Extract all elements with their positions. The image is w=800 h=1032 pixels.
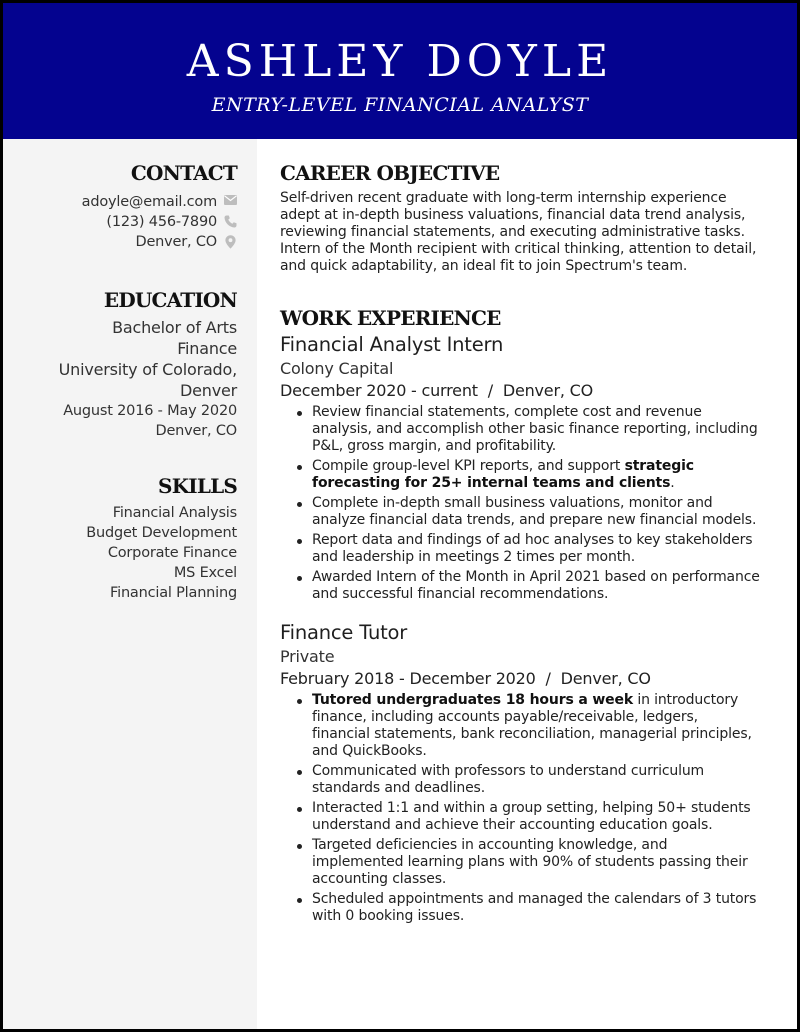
phone-icon (223, 215, 237, 229)
bullet-item: Targeted deficiencies in accounting knowledge, and implemented learning plans with 90% of students passing their accounting classes. (280, 837, 760, 888)
job-title: Finance Tutor (280, 621, 408, 644)
bullet-item: Interacted 1:1 and within a group setting, helping 50+ students understand and achieve their accounting education goals. (280, 800, 760, 834)
bullet-item: Compile group-level KPI reports, and support strategic forecasting for 25+ internal teams and clients. (280, 458, 760, 492)
bullet-item: Tutored undergraduates 18 hours a week in introductory finance, including accounts payable/receivable, ledgers, financial statements, bank reconciliation, managerial principles, and QuickBooks. (280, 692, 760, 760)
education-dates: August 2016 - May 2020 (63, 403, 237, 419)
job-dates: December 2020 - current (280, 381, 478, 400)
bullet-item: Complete in-depth small business valuations, monitor and analyze financial data trends, and prepare new financial models. (280, 495, 760, 529)
job-bullets (280, 692, 760, 925)
education-location: Denver, CO (155, 423, 237, 439)
skill-item: Financial Planning (110, 585, 237, 601)
contact-heading: CONTACT (130, 161, 237, 185)
contact-email[interactable]: adoyle@email.com (81, 194, 217, 210)
contact-phone: (123) 456-7890 (106, 214, 217, 230)
bullet-item: Awarded Intern of the Month in April 2021 based on performance and successful financial recommendations. (280, 569, 760, 603)
job-dates: February 2018 - December 2020 (280, 669, 536, 688)
job-bullets (280, 404, 760, 603)
candidate-name: ASHLEY DOYLE (186, 36, 614, 87)
objective-heading: CAREER OBJECTIVE (280, 161, 500, 185)
skill-item: Budget Development (86, 525, 237, 541)
resume-header (3, 3, 797, 139)
job-location: Denver, CO (502, 381, 593, 400)
bullet-item: Scheduled appointments and managed the calendars of 3 tutors with 0 booking issues. (280, 891, 760, 925)
bullet-item: Review financial statements, complete cost and revenue analysis, and accomplish other basic finance reporting, including P&L, gross margin, and profitability. (280, 404, 760, 455)
map-pin-icon (223, 235, 237, 249)
candidate-title: ENTRY-LEVEL FINANCIAL ANALYST (211, 94, 589, 116)
objective-text: Self-driven recent graduate with long-term internship experience adept at in-depth business valuations, financial data trend analysis, reviewing financial statements, and executing administrative tasks. Intern of the Month recipient with critical thinking, attention to detail, and quick adaptability, an ideal fit to join Spectrum's team. (280, 190, 757, 274)
job-title: Financial Analyst Intern (280, 333, 504, 356)
bullet-item: Report data and findings of ad hoc analyses to key stakeholders and leadership in meetings 2 times per month. (280, 532, 760, 566)
skills-heading: SKILLS (158, 474, 237, 498)
job-entry (280, 620, 760, 925)
experience-heading: WORK EXPERIENCE (280, 306, 501, 330)
main-content (280, 139, 760, 928)
separator: / (545, 669, 551, 688)
separator: / (487, 381, 493, 400)
job-dates-location (280, 380, 760, 402)
skill-item: Corporate Finance (107, 545, 237, 561)
contact-phone-row (3, 212, 237, 232)
skill-item: MS Excel (173, 565, 237, 581)
job-dates-location (280, 668, 760, 690)
job-company: Colony Capital (280, 359, 394, 378)
sidebar (3, 139, 257, 1029)
education-block (3, 317, 237, 441)
education-school-line2: Denver (180, 381, 237, 400)
job-entry (280, 332, 760, 603)
skill-item: Financial Analysis (112, 505, 237, 521)
skills-list (3, 503, 237, 603)
job-location: Denver, CO (560, 669, 651, 688)
education-heading: EDUCATION (103, 288, 237, 312)
contact-location-row (3, 232, 237, 252)
job-company: Private (280, 647, 335, 666)
bullet-item: Communicated with professors to understand curriculum standards and deadlines. (280, 763, 760, 797)
envelope-icon (223, 195, 237, 209)
education-school-line1: University of Colorado, (58, 360, 237, 379)
contact-location: Denver, CO (135, 234, 217, 250)
education-major: Finance (177, 339, 237, 358)
education-degree: Bachelor of Arts (112, 318, 237, 337)
contact-email-row (3, 192, 237, 212)
